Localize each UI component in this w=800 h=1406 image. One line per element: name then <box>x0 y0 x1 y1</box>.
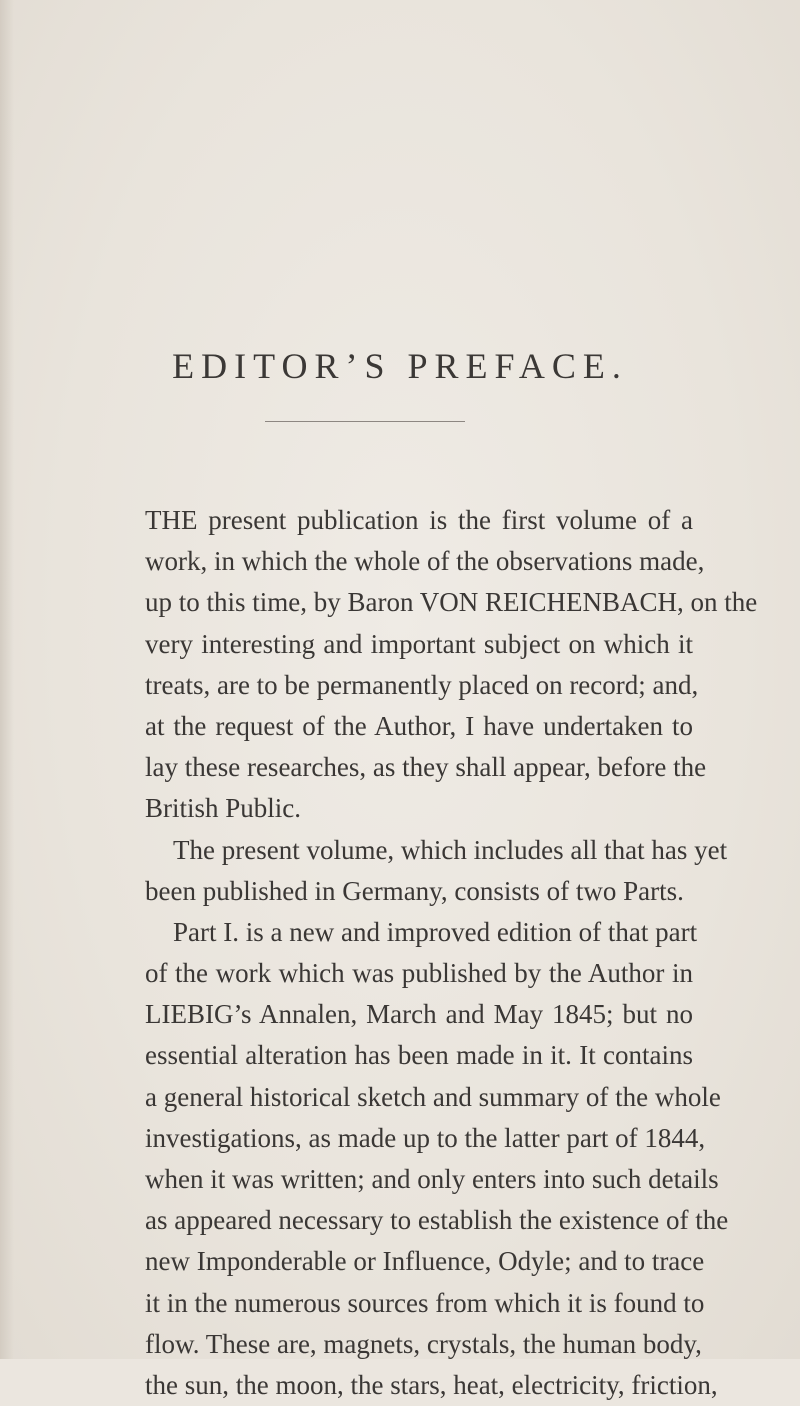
text-line: work, in which the whole of the observations made, <box>145 546 705 577</box>
text-line: investigations, as made up to the latter part of 1844, <box>145 1122 706 1153</box>
title-divider <box>265 421 465 422</box>
text-line: LIEBIG’s Annalen, March and May 1845; but no <box>145 999 693 1030</box>
text-line: very interesting and important subject on which it <box>145 628 693 659</box>
text-line: up to this time, by Baron VON REICHENBACH, on the <box>145 587 758 618</box>
page-title: EDITOR’S PREFACE. <box>172 346 628 386</box>
text-line: The present volume, which includes all that has yet <box>173 834 728 865</box>
text-line: at the request of the Author, I have undertaken to <box>145 710 693 741</box>
text-line: been published in Germany, consists of two Parts. <box>145 875 684 906</box>
text-line: THE present publication is the first volume of a <box>145 505 693 535</box>
page-edge-shadow <box>0 0 14 1359</box>
text-line: a general historical sketch and summary of the whole <box>145 1081 721 1112</box>
body-text <box>145 500 758 1406</box>
text-line: flow. These are, magnets, crystals, the human body, <box>145 1328 702 1359</box>
text-line: Part I. is a new and improved edition of that part <box>173 916 698 947</box>
text-line: treats, are to be permanently placed on record; and, <box>145 669 699 700</box>
text-line: new Imponderable or Influence, Odyle; and to trace <box>145 1246 705 1277</box>
text-line: lay these researches, as they shall appear, before the <box>145 752 707 783</box>
text-line: essential alteration has been made in it. It contains <box>145 1040 693 1071</box>
text-line: when it was written; and only enters into such details <box>145 1164 719 1194</box>
text-line: of the work which was published by the Author in <box>145 958 693 989</box>
text-line: it in the numerous sources from which it is found to <box>145 1287 705 1318</box>
text-line: British Public. <box>145 793 302 824</box>
text-line: as appeared necessary to establish the existence of the <box>145 1205 729 1236</box>
text-line: the sun, the moon, the stars, heat, electricity, friction, <box>145 1369 718 1400</box>
